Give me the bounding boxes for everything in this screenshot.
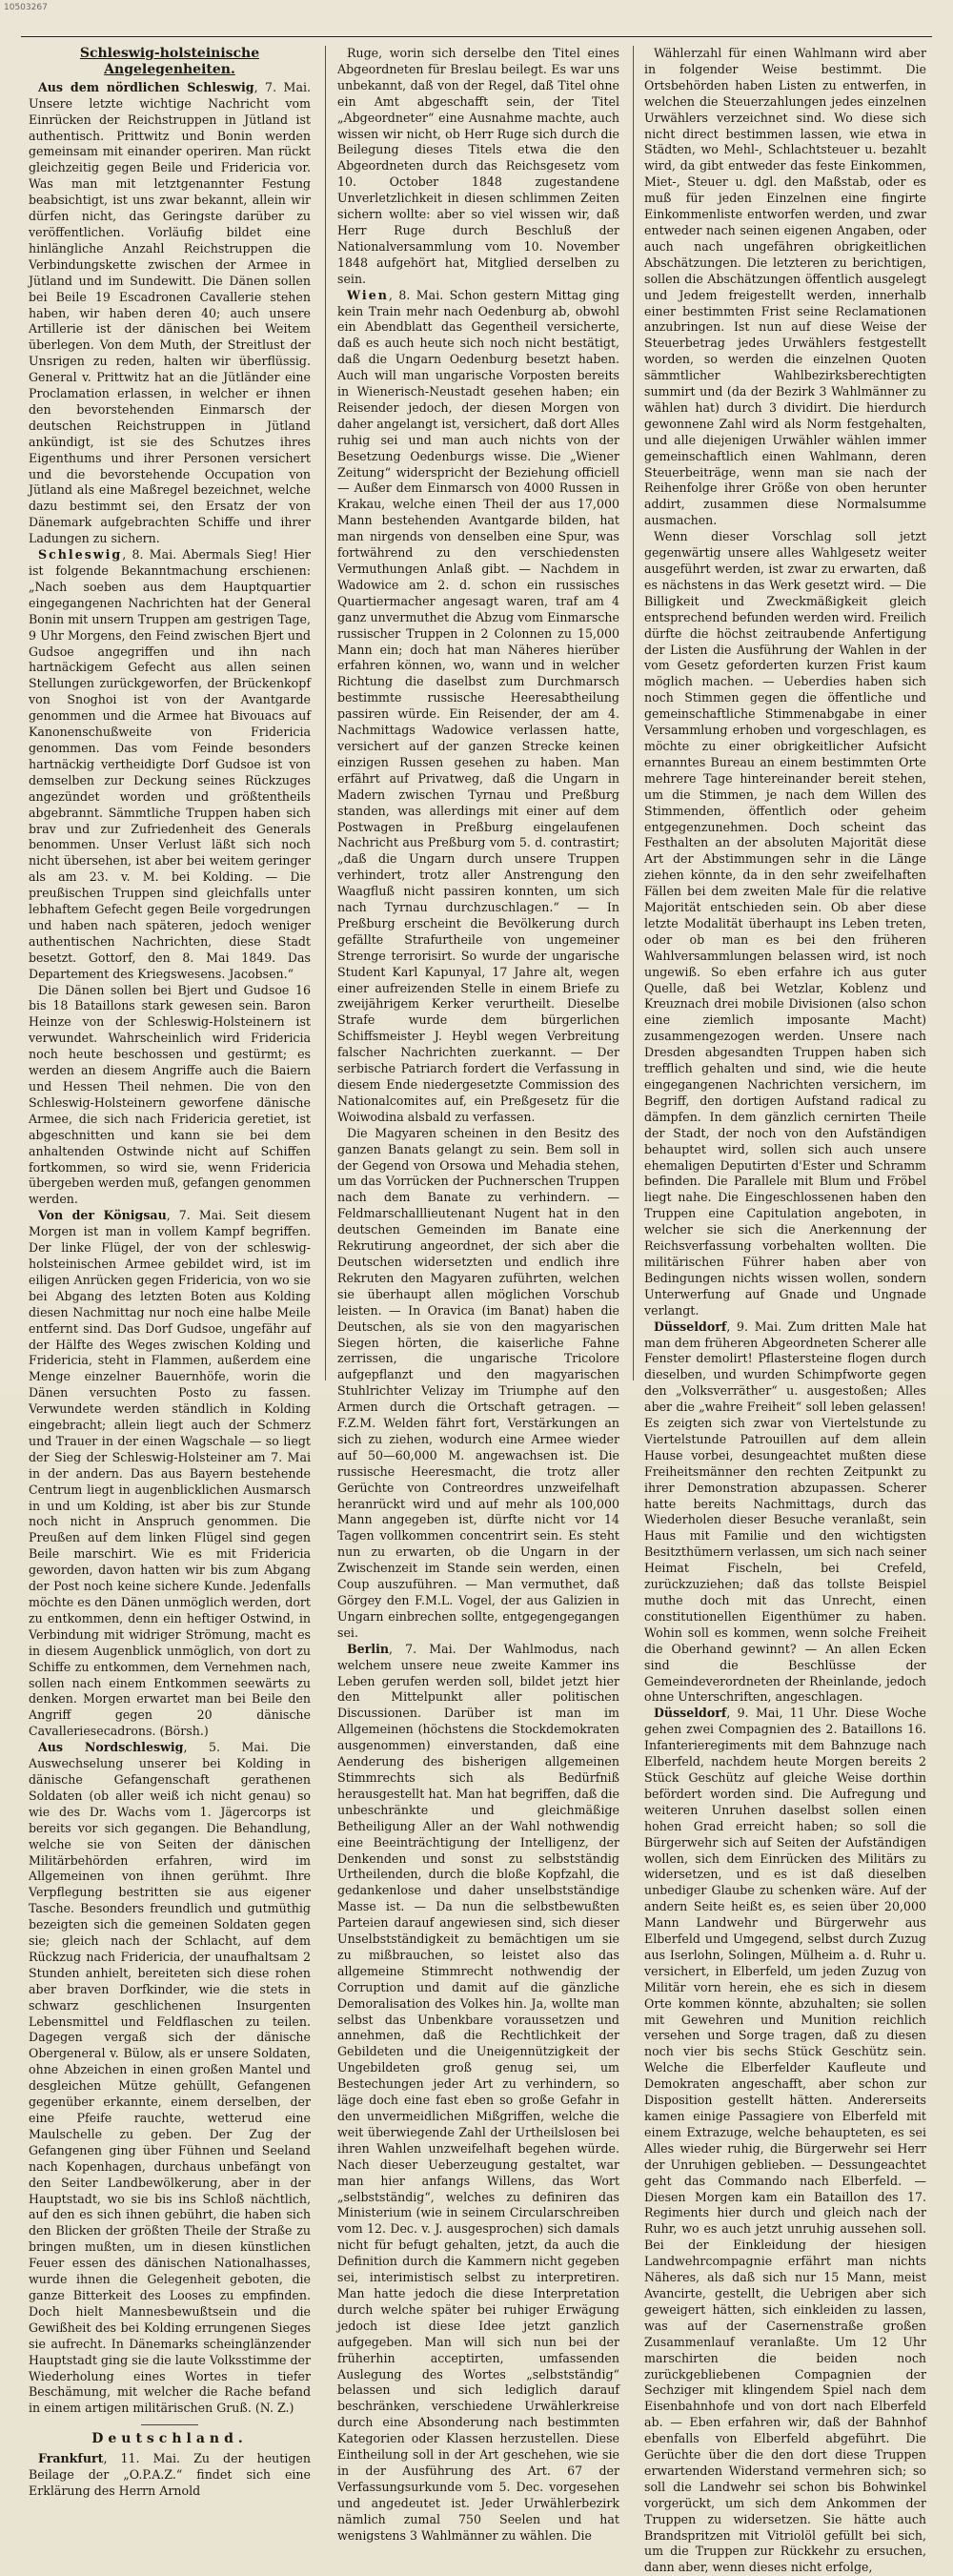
article-magyars-banat: Die Magyaren scheinen in den Besitz des ganzen Banats gelangt zu sein. Bem soll in der Gegend von Orsowa und Mehadia stehen, um das Vorrücken der Puchnerschen Truppen nach dem Banate zu verhindern. — Feldmarschalllieutenant Nugent hat in den deutschen Gemeinden im Banate eine Rekrutirung angeordnet, der sich aber die Deutschen widersetzten und endlich ihre Rekruten den Magyaren zuführten, welchen sie überhaupt allen möglichen Vorschub leisten. — In Oravica (im Banat) haben die Deutschen, als sie von den magyarischen Siegen hörten, die kaiserliche Fahne zerrissen, die ungarische Tricolore aufgepflanzt und den magyarischen Stuhlrichter Velizay im Triumphe auf den Armen durch die Ortschaft getragen. — F.Z.M. Welden fährt fort, Verstärkungen an sich zu ziehen, wodurch eine Armee wieder auf 50—60,000 M. angewachsen ist. Die russische Heeresmacht, die trotz aller Gerüchte von Contreordres unzweifelhaft heranrückt wird und auf mehr als 100,000 Mann angegeben ist, dürfte nicht vor 14 Tagen vollkommen concentrirt sein. Es steht nun zu erwarten, ob die Ungarn in der Zwischenzeit im Stande sein werden, einen Coup auszuführen. — Man vermuthet, daß Görgey den F.M.L. Vogel, der aus Galizien in Ungarn einbrechen sollte, entgegengegangen sei. — [337, 1125, 619, 1640]
article-ruge-continued: Ruge, worin sich derselbe den Titel eines Abgeordneten für Breslau beilegt. Es war uns unbekannt, daß von der Regel, daß Titel ohne ein Amt abgeschafft sein, der Titel „Abgeordneter“ eine Ausnahme machte, auch wissen wir nicht, ob Herr Ruge sich durch die Beilegung dieses Titels etwa die den Abgeordneten durch das Reichsgesetz vom 10. October 1848 zugestandene Unverletzlichkeit in diesen schlimmen Zeiten sichern wollte: aber so viel wissen wir, daß Herr Ruge durch Beschluß der Nationalversammlung vom 10. November 1848 aufgehört hat, Mitglied derselben zu sein. — [337, 46, 619, 286]
article-election-proposal: Wenn dieser Vorschlag soll jetzt gegenwärtig unsere alles Wahlgesetz weiter ausgeführt werden, ist zwar zu erwarten, daß es nächstens in das Werk gesetzt wird. — Die Billigkeit und Zweckmäßigkeit gleich entsprechend befunden werden wird. Freilich dürfte die höchst zeitraubende Anfertigung der Listen die Ausführung der Wahlen in der vom Gesetz geforderten kurzen Frist kaum möglich machen. — Ueberdies haben sich noch Stimmen gegen die öffentliche und gemeinschaftliche Stimmenabgabe in einer Versammlung erhoben und vorgeschlagen, es möchte zu einer obrigkeitlicher Aufsicht ernanntes Bureau an einem bestimmten Orte mehrere Tage hintereinander bereit stehen, um die Stimmen, je nach dem Willen des Stimmenden, öffentlich oder geheim entgegenzunehmen. Doch scheint das Festhalten an der absoluten Majorität diese Art der Abstimmungen sehr in die Länge ziehen könnte, da in den sehr zweifelhaften Fällen bei dem zweiten Male für die relative Majorität entschieden sein. Ob aber diese letzte Modalität überhaupt ins Leben treten, oder ob man es bei den früheren Wahlversammlungen belassen wird, ist noch ungewiß. So eben erfahre ich aus guter Quelle, daß bei Wetzlar, Koblenz und Kreuznach drei mobile Divisionen (also schon eine ziemlich imposante Macht) zusammengezogen werden. Unsere nach Dresden abgesandten Truppen haben sich trefflich gehalten und sind, wie die heute eingegangenen Nachrichten versichern, im Begriff, den dortigen Aufstand radical zu dämpfen. In dem gänzlich cernirten Theile der Stadt, der noch von den Aufständigen behauptet wird, sollen sich auch unsere ehemaligen Deputirten d'Ester und Schramm befinden. Die Parallele mit Blum und Fröbel liegt nahe. Die Eingeschlossenen haben den Truppen eine Capitulation angeboten, in welcher sie sich die Anerkennung der Reichsverfassung vorbehalten wollten. Die militärischen Führer haben aber von Bedingungen nichts wissen wollen, sondern Unterwerfung auf Gnade und Ungnade verlangt. — [644, 529, 926, 1318]
article-duesseldorf-elberfeld: Düsseldorf, 9. Mai, 11 Uhr. Diese Woche gehen zwei Compagnien des 2. Bataillons 16. Infanterieregiments mit dem Bahnzuge nach Elberfeld, nachdem heute Morgen bereits 2 Stück Geschütz auf gleiche Weise dorthin befördert worden sind. Die Aufregung und weiteren Unruhen daselbst sollen einen hohen Grad erreicht haben; so soll die Bürgerwehr sich auf Seiten der Aufständigen wollen, sich dem Einrücken des Militärs zu widersetzen, und es ist daß dieselben unbediger Glaube zu schenken wäre. Auf der andern Seite heißt es, es seien über 20,000 Mann Landwehr und Bürgerwehr aus Elberfeld und Umgegend, selbst durch Zuzug aus Iserlohn, Solingen, Mülheim a. d. Ruhr u. versichert, in Elberfeld, um jeden Zuzug von Militär vorn herein, ehe es sich in diesem Orte kommen könnte, abzuhalten; sie sollen mit Gewehren und Munition reichlich versehen und Sorge tragen, daß zu diesen noch vier bis sechs Stück Geschütz sein. Welche die Elberfelder Kaufleute und Demokraten angeschafft, aber schon zur Disposition gestellt hätten. Andererseits kamen einige Passagiere von Elberfeld mit einem Extrazuge, welche behaupteten, es sei Alles wieder ruhig, die Bürgerwehr sei Herr der Unruhigen geblieben. — Dessungeachtet geht das Commando nach Elberfeld. — Diesen Morgen kam ein Bataillon des 17. Regiments hier durch und gleich nach der Ruhr, wo es auch jetzt unruhig aussehen soll. Bei der Einkleidung der hiesigen Landwehrcompagnie erfährt man nichts Näheres, als daß sich nur 15 Mann, meist Avancirte, gestellt, die Uebrigen aber sich geweigert hätten, sich einkleiden zu lassen, was auf der Casernenstraße großen Zusammenlauf veranlaßte. Um 12 Uhr marschirten die beiden noch zurückgebliebenen Compagnien der Sechziger mit klingendem Spiel nach dem Eisenbahnhofe und von dort nach Elberfeld ab. — Eben erfahren wir, daß der Bahnhof ebenfalls von Elberfeld abgeführt. Die Gerüchte über die den dort diese Truppen erwartenden Widerstand vermehren sich; so soll die Landwehr sei schon bis Bohwinkel vorgerückt, um sich dem Ankommen der Truppen zu widersetzen. Sie hätte auch Brandspritzen mit Vitriolöl gefüllt bei sich, um die Truppen zur Rückkehr zu ersuchen, dann aber, wenn dieses nicht erfolge, — [644, 1706, 926, 2575]
column-rule-2 — [633, 46, 634, 1380]
article-duesseldorf-scherer: Düsseldorf, 9. Mai. Zum dritten Male hat man dem früheren Abgeordneten Scherer alle Fenster demolirt! Pflastersteine flogen durch dieselben, und wurden Schimpfworte gegen den „Volksverräther“ u. ausgestoßen; Alles aber die „wahre Freiheit“ soll leben gelassen! Es zeigten sich zwar von Viertelstunde zu Viertelstunde Patrouillen auf dem allein Hause vorbei, desungeachtet mußten diese Freiheitsmänner den rechten Zeitpunkt zu ihrer Demonstration abzupassen. Scherer hatte bereits Nachmittags, durch das Wiederholen dieser Besuche veranlaßt, sein Haus mit Familie und den wichtigsten Besitzthümern verlassen, um sich nach seiner Heimat Fischeln, bei Crefeld, zurückzuziehen; daß das tollste Beispiel muthe doch mit das Unrecht, einen constitutionellen Eigenthümer zu haben. Wohin soll es kommen, wenn solche Freiheit die Oberhand gewinnt? — An allen Ecken sind die Beschlüsse der Gemeindeverordneten der Rheinlande, jedoch ohne Unterschriften, angeschlagen. — [644, 1319, 926, 1705]
article-schleswig-victory: Schleswig, 8. Mai. Abermals Sieg! Hier ist folgende Bekanntmachung erschienen: „Nach soeben aus dem Hauptquartier eingegangenen Nachrichten hat der General Bonin mit unsern Truppen am gestrigen Tage, 9 Uhr Morgens, den Feind zwischen Bjert und Gudsoe angegriffen und ihn nach hartnäckigem Gefecht aus allen seinen Stellungen zurückgeworfen, der Brückenkopf von Snoghoi ist von der Avantgarde genommen und die Armee hat Bivouacs auf Kanonenschußweite von Fridericia genommen. Das vom Feinde besonders hartnäckig vertheidigte Dorf Gudsoe ist von demselben zur Deckung seines Rückzuges angezündet worden und größtentheils abgebrannt. Sämmtliche Truppen haben sich brav und zur Zufriedenheit des Generals benommen. Unser Verlust läßt sich noch nicht übersehen, ist aber bei weitem geringer als am 23. v. M. bei Kolding. — Die preußischen Truppen sind gleichfalls unter lebhaftem Gefecht gegen Beile vorgedrungen und haben nach späteren, jedoch weniger authentischen Nachrichten, diese Stadt besetzt. Gottorf, den 8. Mai 1849. Das Departement des Kriegswesens. Jacobsen.“ — [29, 547, 311, 981]
section-divider — [141, 2424, 198, 2425]
column-rule-1 — [325, 46, 326, 1380]
column-1 — [29, 46, 311, 2498]
article-koenigsau: Von der Königsau, 7. Mai. Seit diesem Morgen ist man in vollem Kampf begriffen. Der linke Flügel, der von der schleswig-holsteinischen Armee gebildet wird, ist im eiligen Anrücken gegen Fridericia, von wo sie bei Abgang des letzten Boten aus Kolding diesen Nachmittag nur noch eine halbe Meile entfernt sind. Das Dorf Gudsoe, ungefähr auf der Hälfte des Weges zwischen Kolding und Fridericia, steht in Flammen, außerdem eine Menge einzelner Bauernhöfe, worin die Dänen versuchten Posto zu fassen. Verwundete werden ständlich in Kolding eingebracht; allein liegt auch der Schmerz und Trauer in der einen Wagschale — so liegt der Sieg der Schleswig-Holsteiner am 7. Mai in der andern. Das aus Bayern bestehende Centrum liegt in augenblicklichen Ausmarsch in und um Kolding, ist aber bis zur Stunde noch nicht in Anspruch genommen. Die Preußen auf dem linken Flügel sind gegen Beile marschirt. Wie es mit Fridericia geworden, davon hatten wir bis zum Abgang der Post noch keine sichere Kunde. Jedenfalls möchte es den Dänen unmöglich werden, dort zu entkommen, denn ein heftiger Ostwind, in Verbindung mit widriger Strömung, macht es in diesem Augenblick unmöglich, von dort zu Schiffe zu entkommen, dem Vernehmen nach, sollen nach einem Entkommen seewärts zu denken. Morgen erwartet man bei Beile den Angriff gegen 20 dänische Cavalleriesecadrons. (Börsh.) — [29, 1208, 311, 1739]
article-northern-schleswig: Aus dem nördlichen Schleswig, 7. Mai. Unsere letzte wichtige Nachricht vom Einrücken der Reichstruppen in Jütland ist authentisch. Prittwitz und Bonin werden gemeinsam mit einander operiren. Man rückt gleichzeitig gegen Beile und Fridericia vor. Was man mit letztgenannter Festung beabsichtigt, ist uns zwar bekannt, allein wir dürfen nicht, das Geringste darüber zu veröffentlichen. Vorläufig bildet eine hinlängliche Anzahl Reichstruppen die Verbindungskette zwischen der Armee in Jütland und im Sundewitt. Die Dänen sollen bei Beile 19 Escadronen Cavallerie stehen haben, wir haben deren 40; auch unsere Artillerie ist der dänischen bei Weitem überlegen. Von dem Muth, der Streitlust der Unsrigen zu reden, halten wir überflüssig. General v. Prittwitz hat an die Jütländer eine Proclamation erlassen, in welcher er ihnen den bevorstehenden Einmarsch der deutschen Reichstruppen in Jütland ankündigt, ist sie des Schutzes ihres Eigenthums und ihrer Personen versichert und die bevorstehende Occupation von Jütland als eine Maßregel bezeichnet, welche dazu bestimmt sei, den Ersatz der von Dänemark aufgebrachten Schiffe und ihrer Ladungen zu sichern. — [29, 79, 311, 546]
article-election-continued: Wählerzahl für einen Wahlmann wird aber in folgender Weise bestimmt. Die Ortsbehörden haben Listen zu entwerfen, in welchen die Steuerzahlungen jedes einzelnen Urwählers verzeichnet sind. Wo diese sich nicht direct bestimmen lassen, wie etwa in Städten, wo Mehl-, Schlachtsteuer u. bezahlt wird, da gibt entweder das feste Einkommen, Miet-, Steuer u. dgl. den Maßstab, oder es muß für jeden Einzelnen eine fingirte Einkommenliste entworfen werden, und zwar entweder nach seinen eigenen Angaben, oder auch nach ungefähren obrigkeitlichen Abschätzungen. Die letzteren zu berichtigen, sollen die Abschätzungen öffentlich ausgelegt und Jedem freigestellt werden, innerhalb einer bestimmten Frist seine Reclamationen anzubringen. Ist nun auf diese Weise der Steuerbetrag jedes Urwählers festgestellt worden, so werden die einzelnen Quoten sämmtlicher Wahlbezirksberechtigten summirt und (da der Bezirk 3 Wahlmänner zu wählen hat) durch 3 dividirt. Die hierdurch gewonnene Zahl wird als Norm festgehalten, und alle diejenigen Urwähler wählen immer gemeinschaftlich einen Wahlmann, deren Steuerbeiträge, wenn man sie nach der Reihenfolge ihrer Größe von oben herunter addirt, zusammen diese Normalsumme ausmachen. — [644, 46, 926, 528]
top-rule — [21, 36, 932, 37]
article-danes-fridericia: Die Dänen sollen bei Bjert und Gudsoe 16 bis 18 Bataillons stark gewesen sein. Baron Heinze von der Schleswig-Holsteinern ist verwundet. Wahrscheinlich wird Fridericia noch heute beschossen und gestürmt; es werden an diesem Angriffe auch die Baiern und Hessen Theil nehmen. Die von den Schleswig-Holsteinern geworfene dänische Armee, die sich nach Fridericia geretiet, ist abgeschnitten und kann sie bei dem anhaltenden Ostwinde nicht auf Schiffen fortkommen, so wird sie, wenn Fridericia übergeben werden muß, gefangen genommen werden. — [29, 982, 311, 1207]
column-3 — [644, 46, 926, 2575]
article-vienna: Wien, 8. Mai. Schon gestern Mittag ging kein Train mehr nach Oedenburg ab, obwohl ein Abendblatt das Gegentheil versicherte, daß es auch heute sich noch nicht bestätigt, daß die Ungarn Oedenburg besetzt haben. Auch will man ungarische Vorposten bereits in Wienerisch-Neustadt gesehen haben; ein Reisender jedoch, der diesen Morgen von daher angelangt ist, versichert, daß dort Alles ruhig sei und man auch nichts von der Besetzung Oedenburgs wisse. Die „Wiener Zeitung“ widerspricht der Beziehung officiell — Außer dem Einmarsch von 4000 Russen in Krakau, welche einen Theil der aus 17,000 Mann bestehenden Avantgarde bilden, hat man nirgends von denselben eine Spur, was fortwährend zu den verschiedensten Vermuthungen Anlaß gibt. — Nachdem in Wadowice am 2. d. schon ein russisches Quartiermacher angesagt waren, traf am 4 ganz unvermuthet die Abzug vom Einmarsche russischer Truppen in 2 Colonnen zu 15,000 Mann ein; doch hat man Näheres hierüber erfahren können, wo, wann und in welcher Richtung die daselbst zum Durchmarsch bestimmte russische Heeresabtheilung passiren würde. Ein Reisender, der am 4. Nachmittags Wadowice verlassen hatte, versichert auf der ganzen Strecke keinen einzigen Russen gesehen zu haben. Man erfährt auf Privatweg, daß die Ungarn in Madern zwischen Tyrnau und Preßburg standen, was allerdings mit einer auf dem Postwagen in Preßburg eingelaufenen Nachricht aus Preßburg vom 5. d. contrastirt; „daß die Ungarn durch unsere Truppen verhindert, trotz aller Anstrengung den Waagfluß nicht passiren konnten, um sich nach Tyrnau durchzuschlagen.“ — In Preßburg erscheint die Bevölkerung durch gefällte Strafurtheile von ungemeiner Strenge terrorisirt. So wurde der ungarische Student Karl Kapunyal, 17 Jahre alt, wegen einer aufreizenden Stelle in einem Briefe zu zweijährigem Kerker verurtheilt. Dieselbe Strafe wurde dem bürgerlichen Schiffsmeister J. Heybl wegen Verbreitung falscher Nachrichten zuerkannt. — Der serbische Patriarch fordert die Verfassung in diesem Ende niedergesetzte Commission des Nationalcomites auf, ein Preßgesetz für die Woiwodina alsbald zu verfassen. — [337, 287, 619, 1124]
section-heading-germany: Deutschland. — [91, 2431, 248, 2447]
article-north-schleswig-prisoners: Aus Nordschleswig, 5. Mai. Die Auswechselung unserer bei Kolding in dänische Gefangenschaft gerathenen Soldaten (ob aller weiß ich nicht genau) so wie des Dr. Wachs vom 1. Jägercorps ist bereits vor sich gegangen. Die Behandlung, welche sie von Seiten der dänischen Militärbehörden erfahren, wird im Allgemeinen von ihnen gerühmt. Ihre Verpflegung bestritten sie aus eigener Tasche. Besonders freundlich und gutmüthig bezeigten sich die gemeinen Soldaten gegen sie; gleich nach der Schlacht, auf dem Rückzug nach Fridericia, der unaufhaltsam 2 Stunden anhielt, bereiteten sich diese rohen aber braven Dorfkinder, wie die stets in schwarz geschlichenen Insurgenten Lebensmittel und Feldflaschen zu teilen. Dagegen vergaß sich der dänische Obergeneral v. Bülow, als er unsere Soldaten, ohne Abzeichen in einen großen Mantel und desgleichen Mütze gehüllt, Gefangenen gegenüber erkannte, einem derselben, der eine Pfeife rauchte, wetterud eine Maulschelle zu geben. Der Zug der Gefangenen ging über Fühnen und Seeland nach Kopenhagen, durchaus unbefängt von den Seiter Landbewölkerung, aber in der Hauptstadt, wo sie bis ins Schloß nächtlich, auf den es sich ihnen gebührt, die haben sich den Blicken der größten Theile der Straße zu bringen mußten, um in diesen künstlichen Feuer essen des dänischen Nationalhasses, wurde ihnen die Gelegenheit geboten, die ganze Bitterkeit des Looses zu empfinden. Doch hielt Mannesbewußtsein und die Gewißheit des bei Kolding errungenen Sieges sie aufrecht. In Dänemarks scheinglänzender Hauptstadt ging sie die laute Volksstimme der Wiederholung eines Wortes in tiefer Beschämung, mit welcher die Rache befand in einem artigen militärischen Gruß. (N. Z.) — [29, 1740, 311, 2416]
page-reference-number: 10503267 — [4, 3, 48, 12]
section-heading-schleswig-holstein: Schleswig-holsteinische Angelegenheiten. — [79, 46, 260, 77]
article-berlin-election: Berlin, 7. Mai. Der Wahlmodus, nach welchem unsere neue zweite Kammer ins Leben gerufen werden soll, bildet jetzt hier den Mittelpunkt aller politischen Discussionen. Darüber ist man im Allgemeinen (höchstens die Stockdemokraten ausgenommen) einverstanden, daß eine Aenderung des bisherigen allgemeinen Stimmrechts sich als Bedürfniß herausgestellt hat. Man hat begriffen, daß die unbeschränkte und gleichmäßige Betheiligung Aller an der Wahl nothwendig eine Beeinträchtigung der Intelligenz, der Denkenden und sonst zu selbstständig Urtheilenden, durch die bloße Kopfzahl, die gedankenlose und daher unselbstständige Masse ist. — Da nun die selbstbewußten Parteien darauf angewiesen sind, sich dieser Unselbstständigkeit zu bemächtigen um sie zu mißbrauchen, so leistet also das allgemeine Stimmrecht nothwendig der Corruption und damit auf die gänzliche Demoralisation des Volkes hin. Ja, wollte man selbst das Unbenkbare voraussetzen und annehmen, daß die Rechtlichkeit der Gebildeten und die Uneigennützigkeit der Ungebildeten groß genug sei, um Bestechungen jeder Art zu verhindern, so läge doch eine fast eben so große Gefahr in den unvermeidlichen Mißgriffen, welche die weit überwiegende Zahl der Urtheilslosen bei ihren Wahlen unzweifelhaft begehen würde. Nach dieser Ueberzeugung gestaltet, war man hier anfangs Willens, das Wort „selbstständig“, welches zu definiren das Ministerium (wie in seinem Circularschreiben vom 12. Dec. v. J. ausgesprochen) sich damals nicht für befugt gehalten, jetzt, da auch die Definition durch die Kammern nicht gegeben sei, interimistisch selbst zu interpretiren. Man hatte jedoch die diese Interpretation durch welche später bei ruhiger Erwägung jedoch ist diese Idee jetzt ganzlich aufgegeben. Man will sich nun bei der früherhin acceptirten, umfassenden Auslegung des Wortes „selbstständig“ belassen und sich lediglich darauf beschränken, verschiedene Urwählerkreise durch eine Absonderung nach bestimmten Kategorien oder Klassen herzustellen. Diese Eintheilung soll in der Art geschehen, wie sie in der Ausführung des Art. 67 der Verfassungsurkunde vom 5. Dec. vorgesehen und angedeutet ist. Jeder Urwählerbezirk nämlich zumal 750 Seelen und hat wenigstens 3 Wahlmänner zu wählen. Die — [337, 1641, 619, 2543]
column-2 — [337, 46, 619, 2543]
article-frankfurt: Frankfurt, 11. Mai. Zu der heutigen Beilage der „O.P.A.Z.“ findet sich eine Erklärung des Herrn Arnold — [29, 2451, 311, 2498]
